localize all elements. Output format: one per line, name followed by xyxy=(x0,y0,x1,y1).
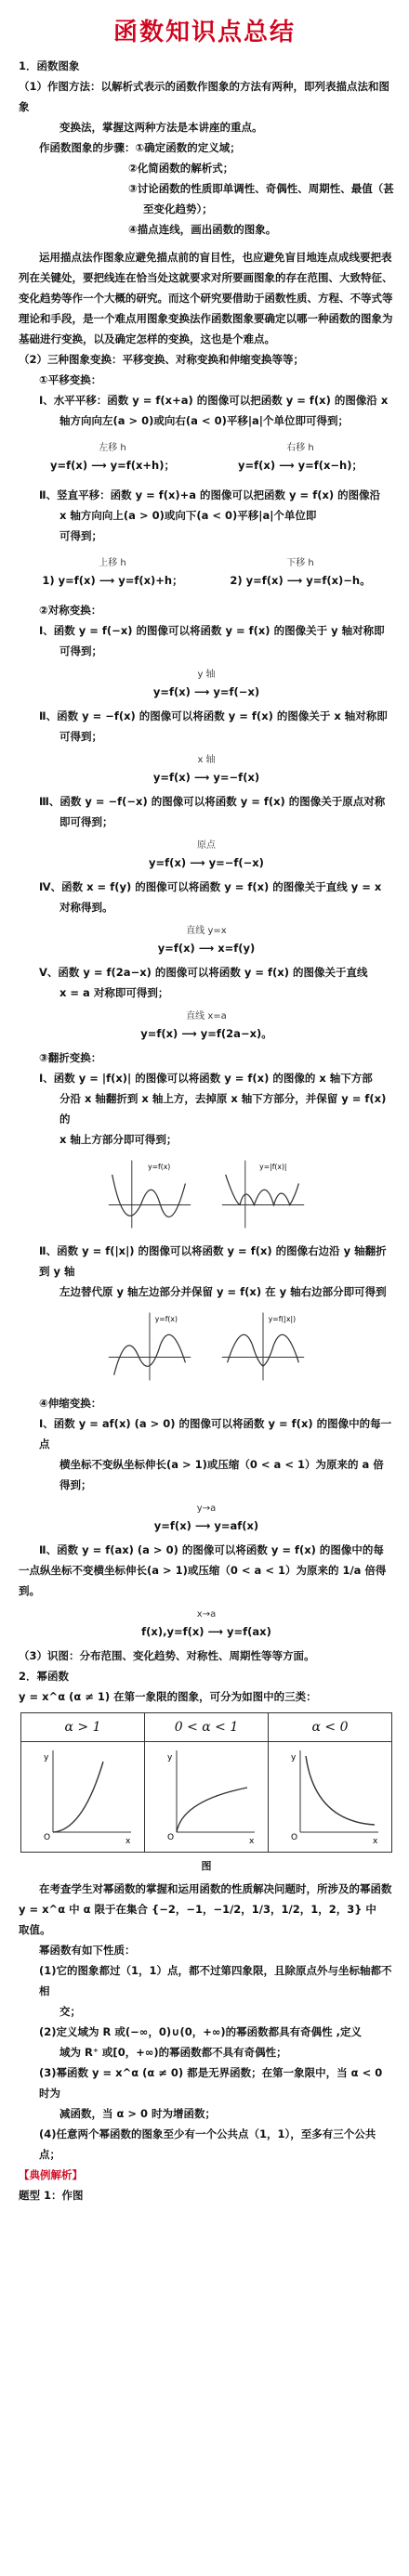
paragraph: 可得到； xyxy=(59,644,102,657)
arrow-formula: f(x),y=f(x) ⟶ y=f(ax) xyxy=(141,1625,271,1638)
paragraph: 运用描点法作图象应避免描点前的盲目性，也应避免盲目地连点成线要把表 xyxy=(39,251,392,264)
arrow-label: 直线 y=x xyxy=(186,926,227,936)
paragraph: Ⅴ、函数 y = f(2a−x) 的图像可以将函数 y = f(x) 的图像关于直线 xyxy=(39,966,368,979)
fabsx-graphs xyxy=(19,1308,394,1386)
svg-text:y: y xyxy=(291,1753,297,1763)
paragraph: Ⅳ、函数 x = f(y) 的图像可以将函数 y = f(x) 的图像关于直线 y = x xyxy=(39,880,382,893)
arrow-label: 直线 x=a xyxy=(186,1011,227,1021)
paragraph: (4)任意两个幂函数的图象至少有一个公共点（1，1），至多有三个公共点； xyxy=(39,2127,376,2161)
paragraph: 一点纵坐标不变横坐标伸长(a > 1)或压缩（0 < a < 1）为原来的 1/a 倍得到。 xyxy=(19,1564,387,1597)
paragraph: 幂函数有如下性质： xyxy=(39,1944,136,1957)
paragraph: 理论和手段，是一个难点用图象变换法作函数图象要确定以哪一种函数的图象为 xyxy=(19,312,393,325)
paragraph: ①平移变换： xyxy=(39,373,102,386)
plot-cell xyxy=(269,1742,392,1853)
svg-text:O: O xyxy=(167,1833,175,1842)
section-heading-examples: 【典例解析】 xyxy=(19,2168,83,2181)
paragraph: Ⅱ、函数 y = f(ax) (a > 0) 的图像可以将函数 y = f(x) 的图像中的每 xyxy=(39,1543,384,1556)
paragraph: 变化趋势等作一个大概的研究。而这个研究要借助于函数性质、方程、不等式等 xyxy=(19,292,393,305)
arrow-formula: y=f(x) ⟶ y=−f(−x) xyxy=(149,856,264,869)
transform-arrow xyxy=(238,440,363,474)
section-heading-2: 2．幂函数 xyxy=(19,1670,70,1683)
paragraph: 在考查学生对幂函数的掌握和运用函数的性质解决问题时，所涉及的幂函数 xyxy=(39,1882,392,1895)
svg-text:O: O xyxy=(291,1833,298,1842)
arrow-formula: y=f(x) ⟶ y=f(x+h)； xyxy=(50,459,175,472)
transform-arrow xyxy=(19,923,394,956)
paragraph: 即可得到； xyxy=(59,815,113,828)
paragraph: x 轴方向向上(a > 0)或向下(a < 0)平移|a|个单位即 xyxy=(59,509,317,522)
graph-y-f-abs-x xyxy=(218,1308,308,1386)
arrow-formula: y=f(x) ⟶ y=−f(x) xyxy=(152,771,260,784)
paragraph: 对称得到。 xyxy=(59,901,113,914)
paragraph: x = a 对称即可得到； xyxy=(59,986,169,999)
graph-label: y=|f(x)| xyxy=(259,1163,287,1172)
transform-arrow xyxy=(19,1501,394,1534)
paragraph: 变换法，掌握这两种方法是本讲座的重点。 xyxy=(59,121,263,134)
paragraph: y = x^α 中 α 限于在集合 {−2，−1，−1/2，1/3，1/2，1，2，3} 中 xyxy=(19,1903,376,1916)
arrow-label: 原点 xyxy=(197,840,216,851)
arrow-label: 上移 h xyxy=(99,558,126,568)
arrow-formula: y=f(x) ⟶ y=f(2a−x)。 xyxy=(140,1027,272,1040)
transform-arrows xyxy=(19,435,394,479)
arrow-formula: 2) y=f(x) ⟶ y=f(x)−h。 xyxy=(230,574,371,587)
paragraph: Ⅰ、水平平移：函数 y = f(x+a) 的图像可以把函数 y = f(x) 的图像沿 x xyxy=(39,394,389,407)
arrow-label: 右移 h xyxy=(286,443,314,453)
paragraph: 基础进行变换，以及确定怎样的变换，这也是个难点。 xyxy=(19,332,275,345)
paragraph: 作函数图象的步骤：①确定函数的定义域； xyxy=(39,141,241,154)
paragraph: 轴方向向左(a > 0)或向右(a < 0)平移|a|个单位即可得到； xyxy=(59,414,349,427)
svg-text:x: x xyxy=(249,1837,255,1846)
arrow-label: 下移 h xyxy=(286,558,314,568)
section-heading-1: 1．函数图象 xyxy=(19,59,80,72)
table-header: α < 0 xyxy=(269,1713,392,1742)
plot-cell xyxy=(21,1742,145,1853)
graph-y-abs-fx xyxy=(218,1155,308,1233)
paragraph: 分沿 x 轴翻折到 x 轴上方，去掉原 x 轴下方部分，并保留 y = f(x) 的 xyxy=(59,1092,387,1125)
arrow-formula: y=f(x) ⟶ y=af(x) xyxy=(153,1519,259,1532)
paragraph: 交； xyxy=(59,2005,81,2018)
arrow-formula: y=f(x) ⟶ y=f(−x) xyxy=(152,685,260,698)
paragraph: 域为 R⁺ 或[0，+∞)的幂函数都不具有奇偶性； xyxy=(59,2046,287,2059)
arrow-label: y 轴 xyxy=(197,670,216,680)
paragraph: 左边替代原 y 轴左边部分并保留 y = f(x) 在 y 轴右边部分即可得到 xyxy=(59,1285,387,1298)
graph-label: y=f(x) xyxy=(154,1315,178,1324)
arrow-label: y→a xyxy=(196,1503,217,1514)
arrow-label: x 轴 xyxy=(197,755,216,765)
paragraph: 至变化趋势）； xyxy=(143,202,213,215)
plot-cell xyxy=(145,1742,269,1853)
paragraph: （3）识图：分布范围、变化趋势、对称性、周期性等等方面。 xyxy=(19,1649,315,1662)
paragraph: Ⅰ、函数 y = af(x) (a > 0) 的图像可以将函数 y = f(x) 的图像中的每一点 xyxy=(39,1417,392,1451)
paragraph: Ⅱ、函数 y = f(|x|) 的图像可以将函数 y = f(x) 的图像右边沿 y 轴翻折到 y 轴 xyxy=(39,1244,387,1278)
transform-arrows xyxy=(19,550,394,594)
paragraph: 横坐标不变纵坐标伸长(a > 1)或压缩（0 < a < 1）为原来的 a 倍得到； xyxy=(59,1458,384,1491)
transform-arrow xyxy=(19,752,394,786)
paragraph: Ⅲ、函数 y = −f(−x) 的图像可以将函数 y = f(x) 的图像关于原点对称 xyxy=(39,795,386,808)
plot-alpha-gt-1 xyxy=(27,1743,139,1847)
svg-text:x: x xyxy=(125,1837,131,1846)
table-header: 0 < α < 1 xyxy=(145,1713,269,1742)
transform-arrow xyxy=(42,555,182,589)
paragraph: （2）三种图象变换：平移变换、对称变换和伸缩变换等等； xyxy=(19,353,304,366)
transform-arrow xyxy=(230,555,370,589)
paragraph: 题型 1：作图 xyxy=(19,2189,84,2202)
page-title: 函数知识点总结 xyxy=(112,19,296,46)
paragraph: （1）作图方法：以解析式表示的函数作图象的方法有两种，即列表描点法和图象 xyxy=(19,80,389,113)
paragraph: Ⅰ、函数 y = |f(x)| 的图像可以将函数 y = f(x) 的图像的 x 轴下方部 xyxy=(39,1072,373,1085)
transform-arrow xyxy=(19,1607,394,1640)
document-body xyxy=(0,56,409,2205)
graph-label: y=f(x) xyxy=(148,1163,171,1172)
paragraph: Ⅰ、函数 y = f(−x) 的图像可以将函数 y = f(x) 的图像关于 y 轴对称即 xyxy=(39,624,385,637)
paragraph: y = x^α (α ≠ 1) 在第一象限的图象，可分为如图中的三类： xyxy=(19,1690,317,1703)
arrow-formula: y=f(x) ⟶ x=f(y) xyxy=(157,942,256,955)
paragraph: ②对称变换： xyxy=(39,604,102,617)
paragraph: 可得到； xyxy=(59,529,102,542)
transform-arrow xyxy=(19,1008,394,1042)
paragraph: (2)定义域为 R 或(−∞，0)∪(0，+∞)的幂函数都具有奇偶性 ,定义 xyxy=(39,2025,363,2038)
plot-alpha-0-1 xyxy=(151,1743,262,1847)
paragraph: x 轴上方部分即可得到； xyxy=(59,1133,178,1146)
arrow-label: 左移 h xyxy=(99,443,126,453)
paragraph: ④伸缩变换： xyxy=(39,1397,102,1410)
table-header: α > 1 xyxy=(21,1713,145,1742)
transform-arrow xyxy=(50,440,175,474)
arrow-label: x→a xyxy=(196,1609,217,1620)
transform-arrow xyxy=(19,838,394,871)
svg-text:x: x xyxy=(373,1837,378,1846)
transform-arrow xyxy=(19,667,394,700)
svg-text:O: O xyxy=(44,1833,51,1842)
svg-text:y: y xyxy=(167,1753,173,1763)
paragraph: ③翻折变换： xyxy=(39,1051,102,1064)
graph-y-fx-2 xyxy=(105,1308,194,1386)
paragraph: ③讨论函数的性质即单调性、奇偶性、周期性、最值（甚 xyxy=(128,182,394,195)
paragraph: (3)幂函数 y = x^α (α ≠ 0) 都是无界函数；在第一象限中，当 α < 0 时为 xyxy=(39,2066,383,2100)
paragraph: Ⅱ、函数 y = −f(x) 的图像可以将函数 y = f(x) 的图像关于 x 轴对称即 xyxy=(39,709,388,722)
graph-y-fx xyxy=(105,1155,194,1233)
arrow-formula: 1) y=f(x) ⟶ y=f(x)+h； xyxy=(42,574,183,587)
paragraph: ②化简函数的解析式； xyxy=(128,162,234,175)
graph-label: y=f(|x|) xyxy=(268,1315,297,1324)
arrow-formula: y=f(x) ⟶ y=f(x−h)； xyxy=(238,459,363,472)
paragraph: ④描点连线，画出函数的图象。 xyxy=(128,223,277,236)
paragraph: (1)它的图象都过（1，1）点，都不过第四象限，且除原点外与坐标轴都不相 xyxy=(39,1964,392,1997)
figure-caption: 图 xyxy=(201,1860,212,1872)
power-function-figure xyxy=(20,1712,392,1853)
paragraph: 可得到； xyxy=(59,730,102,743)
plot-alpha-lt-0 xyxy=(274,1743,386,1847)
abs-graphs xyxy=(19,1155,394,1233)
paragraph: 列在关键处，要把线连在恰当处这就要求对所要画图象的存在范围、大致特征、 xyxy=(19,271,393,284)
paragraph: Ⅱ、竖直平移：函数 y = f(x)+a 的图像可以把函数 y = f(x) 的图像沿 xyxy=(39,488,381,501)
paragraph: 取值。 xyxy=(19,1923,51,1936)
paragraph: 减函数，当 α > 0 时为增函数； xyxy=(59,2107,217,2120)
svg-text:y: y xyxy=(44,1753,49,1763)
